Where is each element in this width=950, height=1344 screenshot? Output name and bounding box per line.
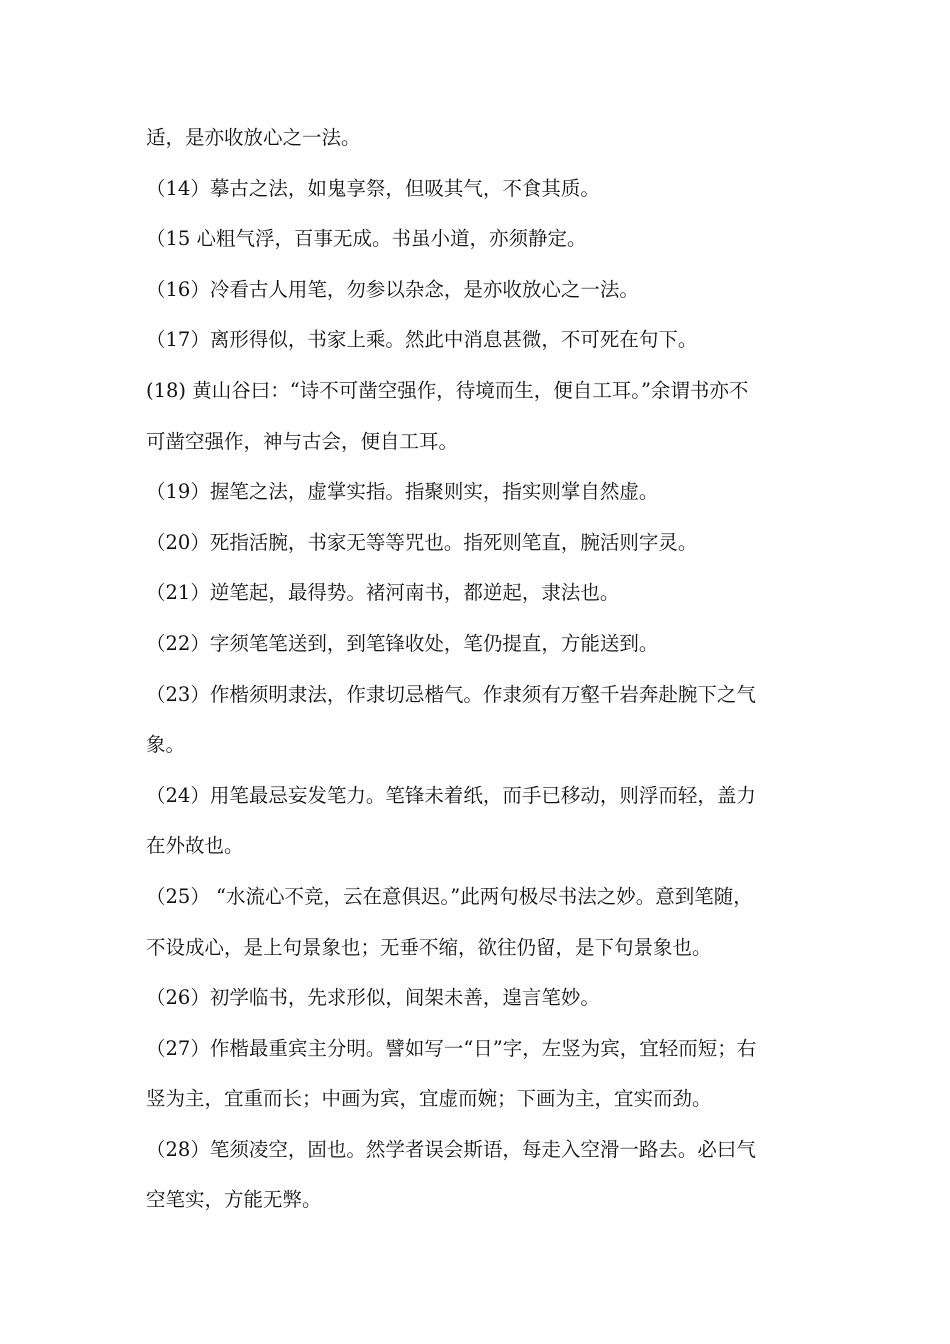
text-line: （24）用笔最忌妄发笔力。笔锋未着纸，而手已移动，则浮而轻，盖力 <box>146 783 756 807</box>
text-line: （28）笔须凌空，固也。然学者误会斯语，每走入空滑一路去。必曰气 <box>146 1137 756 1161</box>
text-line: （17）离形得似，书家上乘。然此中消息甚微，不可死在句下。 <box>146 328 698 352</box>
text-line: （15 心粗气浮，百事无成。书虽小道，亦须静定。 <box>146 227 587 251</box>
text-line: （23）作楷须明隶法，作隶切忌楷气。作隶须有万壑千岩奔赴腕下之气 <box>146 682 756 706</box>
text-line: （26）初学临书，先求形似，间架未善，遑言笔妙。 <box>146 986 600 1010</box>
text-line: （21）逆笔起，最得势。褚河南书，都逆起，隶法也。 <box>146 581 620 605</box>
text-line: （19）握笔之法，虚掌实指。指聚则实，指实则掌自然虚。 <box>146 480 659 504</box>
text-line: （27）作楷最重宾主分明。譬如写一“日”字，左竖为宾，宜轻而短；右 <box>146 1036 757 1060</box>
text-line: 空笔实，方能无弊。 <box>146 1188 322 1212</box>
text-line: (18) 黄山谷曰：“诗不可凿空强作，待境而生，便自工耳。”余谓书亦不 <box>146 378 749 402</box>
text-line: 在外故也。 <box>146 834 244 858</box>
text-line: 适，是亦收放心之一法。 <box>146 126 361 149</box>
body-text <box>146 118 810 1231</box>
text-line: （16）冷看古人用笔，勿参以杂念，是亦收放心之一法。 <box>146 277 639 301</box>
text-line: 不设成心，是上句景象也；无垂不缩，欲往仍留，是下句景象也。 <box>146 935 712 959</box>
text-line: 象。 <box>146 733 186 757</box>
text-line: （20）死指活腕，书家无等等咒也。指死则笔直，腕活则字灵。 <box>146 530 698 554</box>
text-line: （25） “水流心不竞，云在意俱迟。”此两句极尽书法之妙。意到笔随， <box>146 884 753 908</box>
text-line: （14）摹古之法，如鬼享祭，但吸其气，不食其质。 <box>146 176 600 200</box>
text-line: （22）字须笔笔送到，到笔锋收处，笔仍提直，方能送到。 <box>146 631 659 655</box>
text-line: 竖为主，宜重而长；中画为宾，宜虚而婉；下画为主，宜实而劲。 <box>146 1087 712 1111</box>
text-line: 可凿空强作，神与古会，便自工耳。 <box>146 429 459 453</box>
